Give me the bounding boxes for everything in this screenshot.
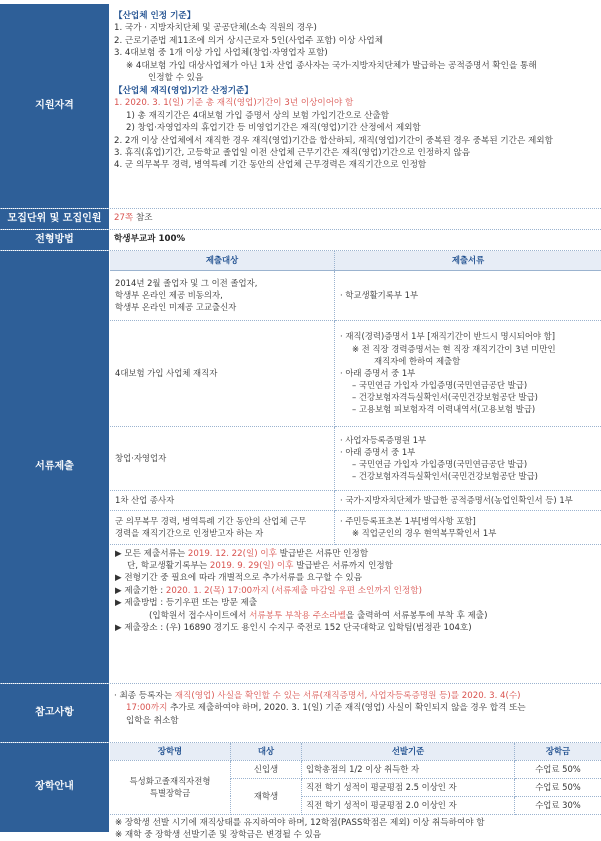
scholarship-name: 특성화고졸재직자전형 [114,775,226,787]
table-row [110,426,601,490]
col-header: 장학금 [515,743,601,760]
row-docs: – 국민연금 가입자 가입증명(국민연금공단 발급) [340,458,596,470]
row-target: 학생부 온라인 제공 비동의자, [115,289,329,301]
row-target: 2014년 2월 졸업자 및 그 이전 졸업자, [115,277,329,289]
row-docs: · 국가·지방자치단체가 발급한 공적증명서(농업인확인서 등) 1부 [335,490,601,510]
row-docs: 재직자에 한하여 제출함 [340,355,596,367]
qualification-line: 1. 국가 · 지방자치단체 및 공공단체(소속 직원의 경우) [114,22,597,34]
scholarship-target: 재학생 [231,778,302,814]
row-docs: · 재직(경력)증명서 1부 [재직기간이 반드시 명시되어야 함] [340,330,596,342]
scholarship-amount: 수업료 30% [515,796,601,814]
qualification-heading-2: 【산업체 재직(영업)기간 산정기준】 [114,85,597,97]
note-text: 을 출력하여 서류봉투에 부착 후 제출) [346,611,488,621]
recruit-label: 모집단위 및 모집인원 [0,209,109,229]
col-header: 선발기준 [302,743,515,760]
row-target: 경력을 재직기간으로 인정받고자 하는 자 [115,527,329,539]
row-target: 창업·자영업자 [110,426,335,490]
scholarship-footnote: ※ 장학생 선발 시기에 재직상태를 유지하여야 하며, 12학점(PASS학점은 제외) 이상 취득하여야 함 [115,817,596,829]
recruit-text: 참조 [133,213,152,223]
documents-section [0,251,601,684]
scholarship-amount: 수업료 50% [515,760,601,778]
method-label: 전형방법 [0,230,109,250]
qualification-heading-1: 【산업체 인정 기준】 [114,10,597,22]
note-text: 발급받은 서류까지 인정함 [293,561,393,571]
qualification-line: 3. 휴직(휴업)기간, 고등학교 졸업일 이전 산업체 근무기간은 재직(영업)기간으로 인정하지 않음 [114,147,597,159]
qualification-line: ※ 4대보험 가입 대상사업체가 아닌 1차 산업 종사자는 국가·지방자치단체가 발급하는 공적증명서 확인을 통해 [114,60,597,72]
qualification-line: 인정할 수 있음 [114,72,597,84]
note-text: ▶ 모든 제출서류는 [115,549,188,559]
row-docs: – 건강보험자격득실확인서(국민건강보험공단 발급) [340,470,596,482]
method-section [0,230,601,251]
row-docs: ※ 직업군인의 경우 현역복무확인서 1부 [340,527,596,539]
row-target: 4대보험 가입 사업체 재직자 [110,320,335,426]
scholarship-section [0,743,601,832]
documents-table [110,251,601,545]
row-target: 1차 산업 종사자 [110,490,335,510]
notes-text: 추가로 제출하여야 하며, 2020. 3. 1(일) 기준 재직(영업) 사실이 확인되지 않을 경우 합격 또는 [167,703,525,713]
documents-label: 서류제출 [0,251,109,683]
row-docs: · 아래 증명서 중 1부 [340,446,596,458]
qualification-line: 3. 4대보험 중 1개 이상 가입 사업체(창업·자영업자 포함) [114,47,597,59]
row-docs: · 아래 증명서 중 1부 [340,367,596,379]
row-docs: – 건강보험자격득실확인서(국민건강보험공단 발급) [340,391,596,403]
scholarship-criteria: 직전 학기 성적이 평균평점 2.0 이상인 자 [302,796,515,814]
qualification-line: 1) 총 재직기간은 4대보험 가입 증명서 상의 보험 가입기간으로 산출함 [114,110,597,122]
scholarship-name: 특별장학금 [114,787,226,799]
scholarship-criteria: 직전 학기 성적이 평균평점 2.5 이상인 자 [302,778,515,796]
recruit-section [0,209,601,230]
col-header: 장학명 [110,743,231,760]
row-docs: ※ 전 직장 경력증명서는 현 직장 재직기간이 3년 미만인 [340,343,596,355]
notes-label: 참고사항 [0,684,109,742]
scholarship-target: 신입생 [231,760,302,778]
scholarship-footnote: ※ 재학 중 장학생 선발기준 및 장학금은 변경될 수 있음 [115,829,596,841]
qualification-section [0,4,601,209]
notes-text: 입학을 취소함 [114,715,597,727]
qualification-line-highlight: 1. 2020. 3. 1(일) 기준 총 재직(영업)기간이 3년 이상이어야 함 [114,97,597,109]
table-row [110,760,601,778]
method-text: 학생부교과 100% [114,233,597,245]
note-text: ▶ 제출기한 : [115,586,166,596]
note-text: ▶ 전형기간 중 필요에 따라 개별적으로 추가서류를 요구할 수 있음 [115,572,596,584]
col-header-docs: 제출서류 [335,251,601,270]
row-docs: – 국민연금 가입자 가입증명(국민연금공단 발급) [340,379,596,391]
scholarship-amount: 수업료 50% [515,778,601,796]
table-row [110,270,601,320]
note-text: ▶ 제출장소 : (우) 16890 경기도 용인시 수지구 죽전로 152 단국대학교 입학팀(범정관 104호) [115,622,596,634]
qualification-line: 2) 창업·자영업자의 휴업기간 등 비영업기간은 재직(영업)기간 산정에서 제외함 [114,122,597,134]
row-target: 군 의무복무 경력, 병역특례 기간 동안의 산업체 근무 [115,515,329,527]
notes-highlight: 17:00까지 [126,703,167,713]
scholarship-label: 장학안내 [0,743,109,832]
documents-notes [110,545,601,635]
note-date: 2019. 9. 29(일) 이후 [210,561,294,571]
table-row [110,490,601,510]
notes-text: · 최종 등록자는 [114,691,175,701]
qualification-line: 2. 근로기준법 제11조에 의거 상시근로자 5인(사업주 포함) 이상 사업체 [114,35,597,47]
address-label-text: 서류봉투 부착용 주소라벨 [249,611,346,621]
notes-section [0,684,601,743]
col-header: 대상 [231,743,302,760]
row-docs: – 고용보험 피보험자격 이력내역서(고용보험 발급) [340,403,596,415]
note-date: 2019. 12. 22(일) 이후 [188,549,277,559]
row-docs: · 사업자등록증명원 1부 [340,434,596,446]
row-docs: · 학교생활기록부 1부 [335,270,601,320]
col-header-target: 제출대상 [110,251,335,270]
note-text: ▶ 제출방법 : 등기우편 또는 방문 제출 [115,597,596,609]
note-text: 단, 학교생활기록부는 [127,561,210,571]
table-row [110,320,601,426]
qualification-line: 4. 군 의무복무 경력, 병역특례 기간 동안의 산업체 근무경력은 재직기간으로 인정함 [114,159,597,171]
table-row [110,510,601,544]
deadline-text: 2020. 1. 2(목) 17:00까지 (서류제출 마감일 우편 소인까지 인정함) [166,586,422,596]
scholarship-criteria: 입학총점의 1/2 이상 취득한 자 [302,760,515,778]
row-target: 학생부 온라인 미제공 고교출신자 [115,301,329,313]
qualification-label: 지원자격 [0,4,109,208]
note-text: (입학원서 접수사이트에서 [149,611,249,621]
qualification-line: 2. 2개 이상 산업체에서 재직한 경우 재직(영업)기간을 합산하되, 재직(영업)기간이 중복된 경우 중복된 기간은 제외함 [114,135,597,147]
notes-highlight: 재직(영업) 사실을 확인할 수 있는 서류(재직증명서, 사업자등록증명원 등)를 2020. 3. 4(수) [175,691,521,701]
scholarship-table [110,743,601,815]
row-docs: · 주민등록표초본 1부[병역사항 포함] [340,515,596,527]
recruit-page: 27쪽 [114,213,133,223]
note-text: 발급받은 서류만 인정함 [277,549,368,559]
